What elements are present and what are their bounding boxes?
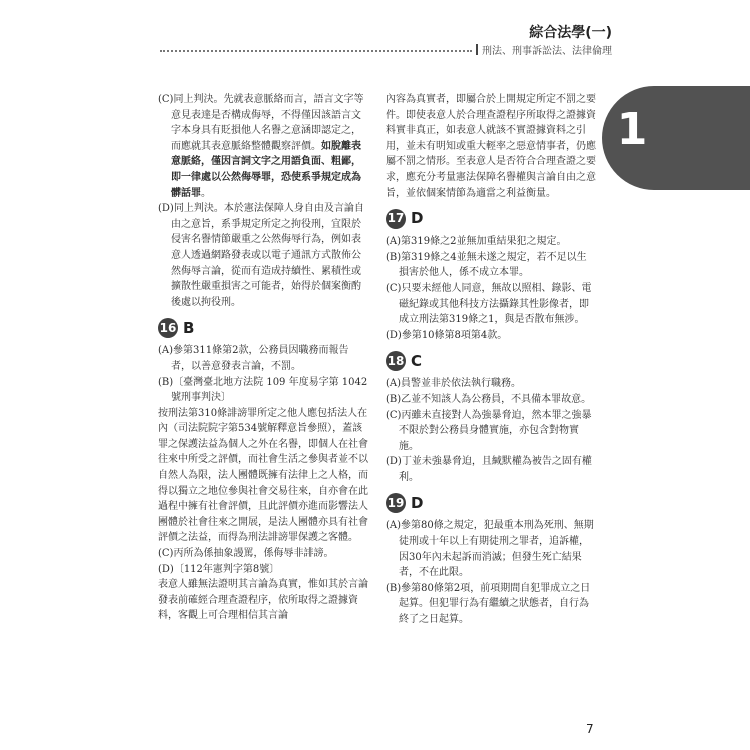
- q17-option-a: (A)第319條之2並無加重結果犯之規定。: [386, 236, 567, 248]
- question-19-header: [386, 493, 596, 513]
- q19-option-b: (B)參第80條第2項，前項期間自犯罪成立之日起算。但犯罪行為有繼續之狀態者，自行為終了之日起算。: [386, 582, 591, 626]
- q16-option-b: (B)〔臺灣臺北地方法院 109 年度易字第 1042 號刑事判決〕: [158, 376, 368, 404]
- paragraph-c-text: (C)同上判決。先就表意脈絡而言，語言文字等意見表達是否構成侮辱，不得僅因該語言文字本身具有貶損他人名譽之意涵即認定之，而應就其表意脈絡整體觀察評價。: [158, 94, 364, 152]
- q16-option-c: (C)丙所為係抽象謾罵，係侮辱非誹謗。: [158, 548, 334, 560]
- q16-option-d: (D)〔112年憲判字第8號〕: [158, 563, 280, 575]
- question-answer: D: [411, 493, 424, 512]
- paragraph-c: [158, 92, 368, 201]
- question-answer: D: [411, 209, 424, 228]
- question-number-badge: 16: [158, 318, 178, 338]
- question-number-badge: 18: [386, 351, 406, 371]
- q18-option-a: (A)員警並非於依法執行職務。: [386, 378, 522, 390]
- chapter-number: 1: [616, 104, 648, 155]
- paragraph-c-end: 。: [201, 187, 211, 199]
- header-dotted-rule: [160, 50, 472, 52]
- book-subtitle-text: 刑法、刑事訴訟法、法律倫理: [482, 46, 612, 57]
- page-number: 7: [586, 722, 594, 736]
- question-number-badge: 17: [386, 209, 406, 229]
- q19-option-a: (A)參第80條之規定，犯最重本刑為死刑、無期徒刑或十年以上有期徒刑之罪者，追訴權，因30年內未起訴而消滅；但發生死亡結果者，不在此限。: [386, 520, 594, 579]
- question-17-header: [386, 209, 596, 229]
- question-answer: C: [411, 351, 423, 370]
- book-title: 綜合法學(一): [529, 25, 612, 41]
- q18-option-d: (D)丁並未強暴脅迫，且緘默權為被告之固有權利。: [386, 456, 592, 483]
- left-column: [158, 92, 368, 624]
- question-answer: B: [183, 318, 195, 337]
- subtitle-bar: [476, 44, 478, 55]
- q16-option-a: (A)參第311條第2款，公務員因職務而報告者，以善意發表言論，不罰。: [158, 345, 349, 372]
- paragraph-d: (D)同上判決。本於憲法保障人身自由及言論自由之意旨，系爭規定所定之拘役刑，宜限於侵害名譽情節嚴重之公然侮辱行為，例如表意人透過網路發表或以電子通訊方式散佈公然侮辱言論，從而有造成持續性、累積性或擴散性嚴重損害之可能者，始得於個案衡酌後處以拘役刑。: [158, 203, 364, 308]
- right-column: [386, 92, 596, 628]
- q17-option-b: (B)第319條之4並無未遂之規定，若不足以生損害於他人，係不成立本罪。: [386, 251, 587, 279]
- question-16-header: [158, 318, 368, 338]
- q17-option-c: (C)只要未經他人同意，無故以照相、錄影、電磁紀錄或其他科技方法攝錄其性影像者，即成立刑法第319條之1，與是否散布無涉。: [386, 282, 592, 326]
- continued-paragraph: 內容為真實者，即屬合於上開規定所定不罰之要件。即使表意人於合理查證程序所取得之證據資料實非真正，如表意人就該不實證據資料之引用，並未有明知或重大輕率之惡意情事者，仍應屬不罰之情形。至表意人是否符合合理查證之要求，應充分考量憲法保障名譽權與言論自由之意旨，並依個案情節為適當之利益衡量。: [386, 94, 596, 199]
- q18-option-b: (B)乙並不知該人為公務員，不具備本罪故意。: [386, 393, 592, 405]
- paragraph-c-bold: 如脫離表意脈絡，僅因言詞文字之用語負面、粗鄙，即一律處以公然侮辱罪，恐使系爭規定成為髒話罪: [171, 140, 361, 199]
- question-number-badge: 19: [386, 493, 406, 513]
- book-subtitle: [476, 42, 612, 57]
- question-18-header: [386, 351, 596, 371]
- q17-option-d: (D)參第10條第8項第4款。: [386, 329, 508, 341]
- q18-option-c: (C)丙雖未直接對人為強暴脅迫，然本罪之強暴不限於對公務員身體實施，亦包含對物實施。: [386, 409, 592, 452]
- q16-option-b-body: 按刑法第310條誹謗罪所定之他人應包括法人在內（司法院院字第534號解釋意旨參照），蓋該罪之保護法益為個人之外在名譽，即個人在社會往來中所受之評價，而社會生活之參與者並不以自然人為限，法人團體既擁有法律上之人格，而得以獨立之地位參與社會交易往來，自亦會在此過程中擁有社會評價，且此評價亦進而影響法人團體於社會往來之開展，是法人團體亦具有社會評價之法益，而得為刑法誹謗罪保護之客體。: [158, 407, 368, 544]
- q16-option-d-body: 表意人雖無法證明其言論為真實，惟如其於言論發表前確經合理查證程序，依所取得之證據資料，客觀上可合理相信其言論: [158, 579, 368, 622]
